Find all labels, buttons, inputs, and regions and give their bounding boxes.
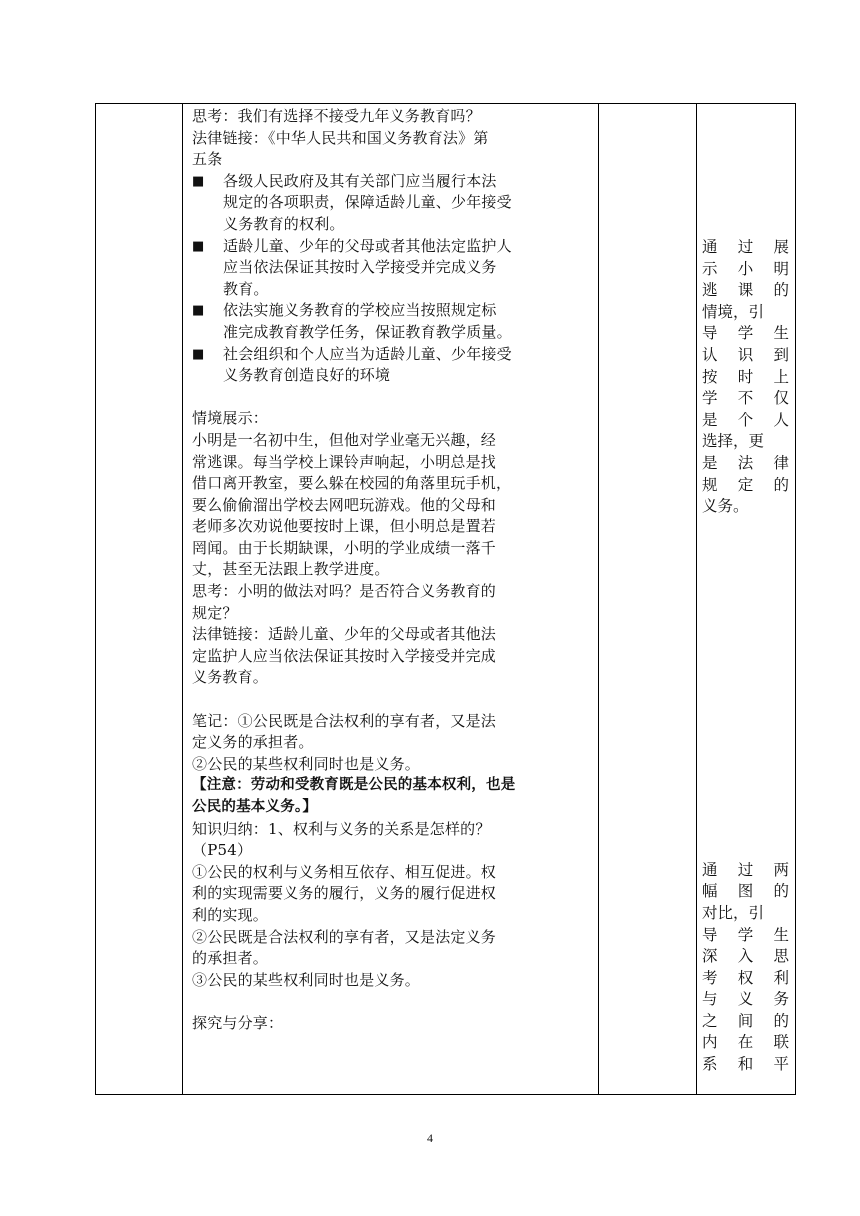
- note-line: 逃 课 的: [702, 281, 789, 300]
- note-line: 之 间 的: [702, 1011, 789, 1030]
- lesson-plan-table: [95, 103, 796, 1095]
- list-item: [192, 279, 590, 301]
- note-line: 是 法 律: [702, 453, 789, 472]
- table-row: [96, 104, 796, 1095]
- section-attention: [192, 775, 590, 818]
- note-line: 导 学 生: [702, 324, 789, 343]
- text-line: 【注意：劳动和受教育既是公民的基本权利，也是: [192, 777, 516, 794]
- design-note-1: [702, 237, 789, 518]
- text-line: 小明是一名初中生，但他对学业毫无兴趣，经: [192, 430, 497, 449]
- text-line: 公民的基本义务。】: [192, 799, 318, 815]
- note-line: 认 识 到: [702, 345, 789, 364]
- bullet-text: 应当依法保证其按时入学接受并完成义务: [223, 258, 497, 277]
- list-item: [192, 344, 590, 366]
- note-line: 规 定 的: [702, 475, 789, 494]
- note-line: 与 义 务: [702, 990, 789, 1009]
- list-item: [192, 171, 590, 193]
- text-line: 思考：我们有选择不接受九年义务教育吗？: [192, 107, 481, 125]
- text-line: 常逃课。每当学校上课铃声响起，小明总是找: [192, 452, 497, 471]
- note-line: 幅 图 的: [702, 882, 789, 901]
- note-line: 选择，更: [702, 432, 765, 451]
- text-line: 定监护人应当依法保证其按时入学接受并完成: [192, 646, 497, 665]
- text-line: 丈，甚至无法跟上教学进度。: [192, 560, 390, 579]
- section-explore-share: [192, 1013, 590, 1035]
- text-line: 义务教育。: [192, 668, 269, 687]
- note-line: 按 时 上: [702, 367, 789, 386]
- text-line: 情境展示：: [192, 409, 269, 428]
- section-notes: [192, 711, 590, 776]
- note-line: 学 不 仅: [702, 389, 789, 408]
- bullet-text: 规定的各项职责，保障适龄儿童、少年接受: [223, 193, 512, 212]
- text-line: 法律链接：适龄儿童、少年的父母或者其他法: [192, 625, 497, 644]
- text-line: 法律链接：《中华人民共和国义务教育法》第: [192, 128, 489, 147]
- note-line: 系 和 平: [702, 1055, 789, 1074]
- note-line: 考 权 利: [702, 968, 789, 987]
- note-line: 是 个 人: [702, 410, 789, 429]
- square-bullet-icon: ■: [192, 238, 205, 254]
- note-line: 深 入 思: [702, 947, 789, 966]
- text-line: （P54）: [192, 841, 253, 860]
- list-item: [192, 236, 590, 258]
- bullet-text: 准完成教育教学任务，保证教育教学质量。: [223, 322, 512, 341]
- square-bullet-icon: ■: [192, 346, 205, 362]
- bullet-text: 义务教育创造良好的环境: [223, 366, 391, 385]
- text-line: 探究与分享：: [192, 1013, 284, 1032]
- note-line: 内 在 联: [702, 1033, 789, 1052]
- text-line: 罔闻。由于长期缺课，小明的学业成绩一落千: [192, 538, 497, 557]
- section-think-law: [192, 106, 590, 171]
- text-line: 规定？: [192, 603, 238, 622]
- square-bullet-icon: ■: [192, 303, 205, 319]
- bullet-text: 适龄儿童、少年的父母或者其他法定监护人: [223, 236, 512, 255]
- bullet-text: 教育。: [223, 279, 269, 298]
- note-line: 通 过 展: [702, 238, 789, 256]
- note-line: 通 过 两: [702, 860, 789, 879]
- text-line: 笔记：①公民既是合法权利的享有者，又是法: [192, 711, 497, 730]
- bullet-text: 义务教育的权利。: [223, 214, 345, 233]
- section-scenario: [192, 408, 590, 689]
- text-line: 定义务的承担者。: [192, 733, 314, 752]
- note-line: 义务。: [702, 497, 749, 516]
- text-line: 思考：小明的做法对吗？是否符合义务教育的: [192, 582, 497, 601]
- empty-cell-middle: [599, 104, 697, 1095]
- text-line: ①公民的权利与义务相互依存、相互促进。权: [192, 862, 497, 881]
- list-item: [192, 300, 590, 322]
- note-line: 导 学 生: [702, 925, 789, 944]
- bullet-text: 依法实施义务教育的学校应当按照规定标: [223, 301, 497, 320]
- note-line: 情境，引: [702, 302, 765, 321]
- square-bullet-icon: ■: [192, 173, 205, 189]
- note-line: 对比，引: [702, 903, 765, 922]
- text-line: ②公民既是合法权利的享有者，又是法定义务: [192, 927, 497, 946]
- list-item: [192, 214, 590, 236]
- section-knowledge-summary: [192, 819, 590, 992]
- text-line: 知识归纳：1、权利与义务的关系是怎样的？: [192, 819, 491, 838]
- text-line: ③公民的某些权利同时也是义务。: [192, 970, 421, 989]
- text-line: 老师多次劝说他要按时上课，但小明总是置若: [192, 517, 497, 536]
- law-bullet-list: [192, 171, 590, 387]
- list-item: [192, 192, 590, 214]
- text-line: 利的实现需要义务的履行，义务的履行促进权: [192, 884, 497, 903]
- text-line: 的承担者。: [192, 949, 269, 968]
- note-line: 示 小 明: [702, 259, 789, 278]
- page-number: 4: [427, 1131, 433, 1145]
- teaching-content-cell: [183, 104, 599, 1095]
- list-item: [192, 257, 590, 279]
- bullet-text: 各级人民政府及其有关部门应当履行本法: [223, 171, 497, 190]
- text-line: 五条: [192, 150, 223, 169]
- bullet-text: 社会组织和个人应当为适龄儿童、少年接受: [223, 344, 512, 363]
- list-item: [192, 322, 590, 344]
- design-intent-cell: [697, 104, 796, 1095]
- text-line: 利的实现。: [192, 905, 269, 924]
- text-line: ②公民的某些权利同时也是义务。: [192, 754, 421, 773]
- empty-cell-left: [96, 104, 183, 1095]
- list-item: [192, 365, 590, 387]
- design-note-2: [702, 860, 789, 1076]
- text-line: 要么偷偷溜出学校去网吧玩游戏。他的父母和: [192, 495, 497, 514]
- text-line: 借口离开教室，要么躲在校园的角落里玩手机，: [192, 474, 512, 493]
